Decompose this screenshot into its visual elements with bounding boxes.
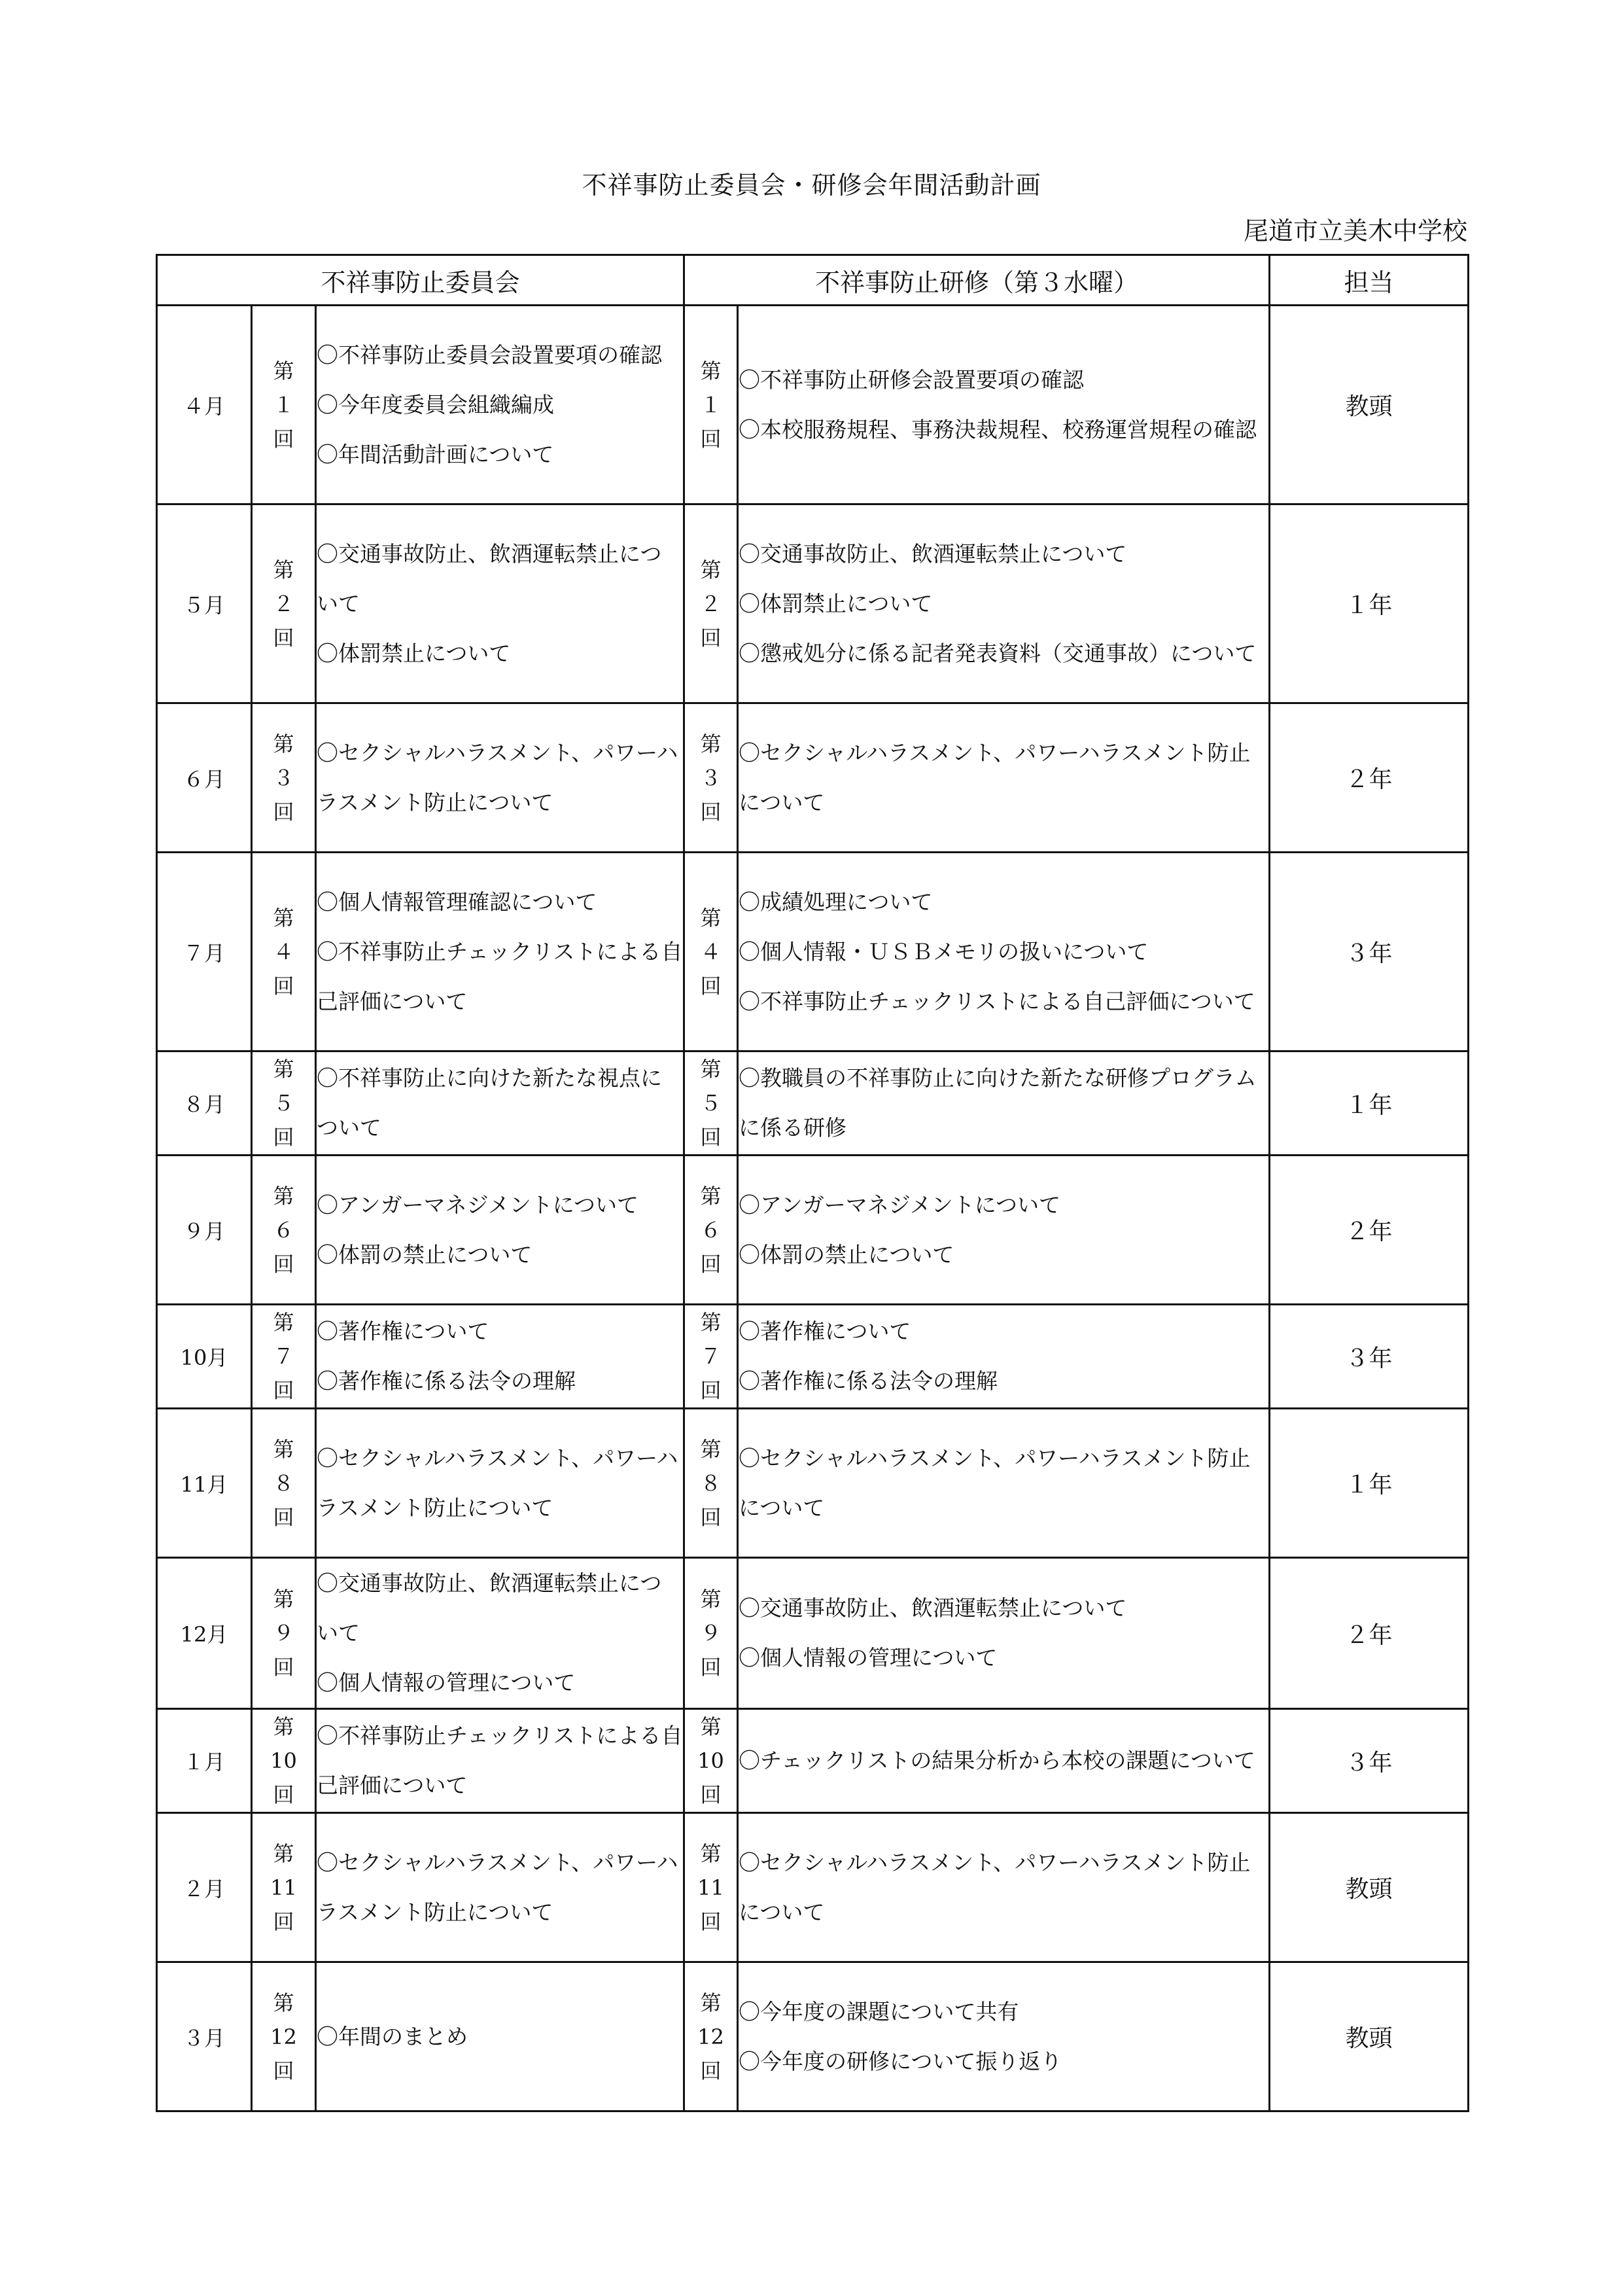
content-item: 〇年間活動計画について — [317, 441, 554, 467]
session-number-char: 回 — [700, 1251, 722, 1277]
session-number-char: 第 — [700, 1436, 722, 1462]
session-number-char: ８ — [273, 1470, 294, 1496]
session-number-cell — [252, 1962, 316, 2111]
month-cell: 10月 — [157, 1305, 252, 1409]
session-number-char: 回 — [273, 1504, 294, 1530]
session-number-cell — [684, 853, 738, 1051]
session-number-cell — [684, 1409, 738, 1558]
table-row — [157, 504, 1469, 703]
session-number-char: 回 — [273, 1909, 294, 1934]
session-number-char: 10 — [270, 1748, 297, 1773]
content-item: 〇体罰の禁止について — [739, 1241, 954, 1267]
session-number-char: ３ — [273, 765, 294, 790]
session-number-char: 回 — [700, 2058, 722, 2083]
content-item: 〇著作権について — [317, 1318, 489, 1344]
document-title: 不祥事防止委員会・研修会年間活動計画 — [582, 171, 1041, 200]
training-content-cell — [738, 1558, 1270, 1709]
session-number-char: 第 — [700, 905, 722, 930]
session-number-cell — [684, 1156, 738, 1305]
content-item: 〇不祥事防止チェックリストによる自己評価について — [317, 1723, 683, 1798]
content-item: 〇交通事故防止、飲酒運転禁止について — [317, 540, 662, 616]
session-number-char: 回 — [273, 973, 294, 998]
content-item: 〇不祥事防止研修会設置要項の確認 — [739, 366, 1085, 393]
session-number-cell — [252, 703, 316, 853]
session-number-char: 第 — [273, 1057, 294, 1082]
session-number-char: １ — [700, 392, 722, 417]
content-item: 〇セクシャルハラスメント、パワーハラスメント防止について — [317, 739, 678, 815]
header-tanto: 担当 — [1270, 255, 1469, 306]
training-content-cell — [738, 1813, 1270, 1962]
session-number-char: 回 — [700, 1909, 722, 1934]
session-number-char: 第 — [700, 557, 722, 582]
session-number-cell — [252, 306, 316, 504]
content-item: 〇チェックリストの結果分析から本校の課題について — [739, 1748, 1255, 1773]
content-item: 〇著作権に係る法令の理解 — [739, 1368, 998, 1394]
content-item: 〇体罰禁止について — [739, 590, 933, 616]
tanto-cell: 教頭 — [1270, 1962, 1469, 2111]
session-number-char: 第 — [273, 358, 294, 383]
content-item: 〇体罰禁止について — [317, 640, 511, 666]
training-content-cell — [738, 1409, 1270, 1558]
training-content-cell — [738, 306, 1270, 504]
session-number-char: 回 — [700, 1125, 722, 1150]
table-row — [157, 1709, 1469, 1813]
session-number-cell — [252, 1558, 316, 1709]
content-item: 〇セクシャルハラスメント、パワーハラスメント防止について — [317, 1849, 678, 1925]
table-row — [157, 1305, 1469, 1409]
session-number-char: 回 — [700, 1378, 722, 1403]
session-number-char: 第 — [273, 905, 294, 930]
month-cell: ２月 — [157, 1813, 252, 1962]
session-number-cell — [252, 1305, 316, 1409]
session-number-char: 回 — [700, 799, 722, 824]
session-number-char: 回 — [273, 1251, 294, 1277]
table-row — [157, 306, 1469, 504]
content-item: 〇著作権に係る法令の理解 — [317, 1368, 576, 1394]
committee-content-cell — [316, 1051, 684, 1156]
school-name: 尾道市立美木中学校 — [1243, 217, 1467, 245]
content-item: 〇今年度委員会組織編成 — [317, 391, 554, 417]
training-content-cell — [738, 1709, 1270, 1813]
tanto-cell: ３年 — [1270, 1305, 1469, 1409]
session-number-char: 第 — [273, 1714, 294, 1739]
month-cell: 11月 — [157, 1409, 252, 1558]
session-number-char: ８ — [700, 1470, 722, 1496]
session-number-char: 回 — [700, 426, 722, 451]
session-number-char: 回 — [273, 625, 294, 650]
content-item: 〇個人情報・ＵＳＢメモリの扱いについて — [739, 938, 1149, 964]
committee-content-cell — [316, 853, 684, 1051]
session-number-char: ２ — [273, 591, 294, 616]
content-item: 〇セクシャルハラスメント、パワーハラスメント防止について — [317, 1445, 678, 1521]
training-content-cell — [738, 703, 1270, 853]
content-item: 〇交通事故防止、飲酒運転禁止について — [739, 540, 1127, 567]
session-number-char: 12 — [697, 2024, 724, 2049]
content-item: 〇著作権について — [739, 1318, 911, 1344]
session-number-cell — [252, 1813, 316, 1962]
session-number-char: 第 — [700, 1841, 722, 1866]
committee-content-cell — [316, 1813, 684, 1962]
training-content-cell — [738, 1156, 1270, 1305]
table-row — [157, 703, 1469, 853]
session-number-char: １ — [273, 392, 294, 417]
session-number-char: 第 — [273, 1990, 294, 2015]
session-number-char: 第 — [700, 1714, 722, 1739]
content-item: 〇アンガーマネジメントについて — [739, 1192, 1061, 1218]
table-header-row — [157, 255, 1469, 306]
session-number-char: 第 — [273, 731, 294, 756]
session-number-char: 第 — [700, 1990, 722, 2015]
month-cell: ４月 — [157, 306, 252, 504]
table-row — [157, 1962, 1469, 2111]
header-committee: 不祥事防止委員会 — [157, 255, 684, 306]
training-content-cell — [738, 504, 1270, 703]
session-number-cell — [252, 1409, 316, 1558]
tanto-cell: ３年 — [1270, 853, 1469, 1051]
tanto-cell: １年 — [1270, 1409, 1469, 1558]
content-item: 〇アンガーマネジメントについて — [317, 1192, 639, 1218]
session-number-char: ２ — [700, 591, 722, 616]
tanto-cell: ２年 — [1270, 1156, 1469, 1305]
content-item: 〇セクシャルハラスメント、パワーハラスメント防止について — [739, 739, 1251, 815]
content-item: 〇個人情報の管理について — [317, 1670, 576, 1695]
content-item: 〇本校服務規程、事務決裁規程、校務運営規程の確認 — [739, 416, 1257, 442]
training-content-cell — [738, 1962, 1270, 2111]
session-number-cell — [252, 504, 316, 703]
session-number-cell — [252, 1051, 316, 1156]
session-number-char: 第 — [273, 557, 294, 582]
tanto-cell: １年 — [1270, 504, 1469, 703]
content-item: 〇個人情報管理確認について — [317, 889, 597, 915]
content-item: 〇交通事故防止、飲酒運転禁止について — [317, 1570, 662, 1646]
session-number-char: 第 — [273, 1436, 294, 1462]
session-number-char: 第 — [273, 1183, 294, 1209]
session-number-char: 10 — [697, 1748, 724, 1773]
session-number-cell — [252, 853, 316, 1051]
table-row — [157, 853, 1469, 1051]
session-number-char: 11 — [697, 1875, 724, 1900]
session-number-cell — [684, 504, 738, 703]
table-row — [157, 1558, 1469, 1709]
session-number-cell — [684, 1558, 738, 1709]
content-item: 〇年間のまとめ — [317, 2023, 468, 2049]
session-number-cell — [684, 1051, 738, 1156]
session-number-char: 回 — [273, 1125, 294, 1150]
session-number-char: 回 — [700, 1782, 722, 1807]
tanto-cell: ３年 — [1270, 1709, 1469, 1813]
session-number-char: 回 — [700, 625, 722, 650]
month-cell: ７月 — [157, 853, 252, 1051]
table-row — [157, 1813, 1469, 1962]
tanto-cell: ２年 — [1270, 703, 1469, 853]
content-item: 〇交通事故防止、飲酒運転禁止について — [739, 1595, 1127, 1621]
session-number-cell — [252, 1156, 316, 1305]
session-number-char: 第 — [700, 358, 722, 383]
session-number-cell — [684, 1962, 738, 2111]
session-number-char: ７ — [700, 1344, 722, 1369]
session-number-char: 第 — [700, 1057, 722, 1082]
session-number-cell — [252, 1709, 316, 1813]
session-number-char: 回 — [273, 2058, 294, 2083]
month-cell: ５月 — [157, 504, 252, 703]
session-number-cell — [684, 1813, 738, 1962]
session-number-char: ４ — [700, 939, 722, 964]
session-number-char: ３ — [700, 765, 722, 790]
content-item: 〇セクシャルハラスメント、パワーハラスメント防止について — [739, 1849, 1251, 1925]
month-cell: ８月 — [157, 1051, 252, 1156]
session-number-char: 回 — [273, 799, 294, 824]
content-item: 〇体罰の禁止について — [317, 1241, 532, 1267]
session-number-cell — [684, 306, 738, 504]
session-number-char: ６ — [273, 1217, 294, 1243]
month-cell: ３月 — [157, 1962, 252, 2111]
session-number-char: 第 — [273, 1841, 294, 1866]
session-number-cell — [684, 703, 738, 853]
session-number-char: 回 — [700, 1655, 722, 1680]
committee-content-cell — [316, 306, 684, 504]
table-row — [157, 1051, 1469, 1156]
session-number-char: 回 — [273, 426, 294, 451]
committee-content-cell — [316, 504, 684, 703]
session-number-char: 回 — [700, 1504, 722, 1530]
content-item: 〇セクシャルハラスメント、パワーハラスメント防止について — [739, 1445, 1251, 1521]
content-item: 〇不祥事防止チェックリストによる自己評価について — [317, 938, 683, 1014]
session-number-cell — [684, 1305, 738, 1409]
session-number-char: ７ — [273, 1344, 294, 1369]
committee-content-cell — [316, 1409, 684, 1558]
header-training: 不祥事防止研修（第３水曜） — [684, 255, 1270, 306]
session-number-char: 回 — [273, 1378, 294, 1403]
content-item: 〇今年度の研修について振り返り — [739, 2048, 1062, 2074]
session-number-char: ５ — [273, 1091, 294, 1116]
table-row — [157, 1409, 1469, 1558]
session-number-char: 第 — [700, 1310, 722, 1335]
content-item: 〇今年度の課題について共有 — [739, 1998, 1019, 2024]
committee-content-cell — [316, 1962, 684, 2111]
tanto-cell: 教頭 — [1270, 1813, 1469, 1962]
committee-content-cell — [316, 1305, 684, 1409]
session-number-char: ９ — [700, 1621, 722, 1646]
session-number-char: ５ — [700, 1091, 722, 1116]
session-number-char: 12 — [270, 2024, 297, 2049]
session-number-char: 第 — [273, 1587, 294, 1612]
session-number-char: 第 — [700, 1183, 722, 1209]
session-number-char: 第 — [273, 1310, 294, 1335]
content-item: 〇教職員の不祥事防止に向けた新たな研修プログラムに係る研修 — [739, 1065, 1257, 1140]
training-content-cell — [738, 1305, 1270, 1409]
session-number-char: ９ — [273, 1621, 294, 1646]
session-number-char: ４ — [273, 939, 294, 964]
activity-plan-table — [156, 254, 1469, 2112]
session-number-char: 回 — [273, 1782, 294, 1807]
content-item: 〇個人情報の管理について — [739, 1645, 998, 1670]
month-cell: １月 — [157, 1709, 252, 1813]
tanto-cell: １年 — [1270, 1051, 1469, 1156]
month-cell: 12月 — [157, 1558, 252, 1709]
committee-content-cell — [316, 703, 684, 853]
session-number-char: 回 — [273, 1655, 294, 1680]
training-content-cell — [738, 853, 1270, 1051]
committee-content-cell — [316, 1156, 684, 1305]
table-row — [157, 1156, 1469, 1305]
table-body — [157, 306, 1469, 2111]
session-number-char: 第 — [700, 731, 722, 756]
session-number-char: 回 — [700, 973, 722, 998]
training-content-cell — [738, 1051, 1270, 1156]
tanto-cell: ２年 — [1270, 1558, 1469, 1709]
committee-content-cell — [316, 1709, 684, 1813]
session-number-char: 第 — [700, 1587, 722, 1612]
month-cell: ６月 — [157, 703, 252, 853]
content-item: 〇不祥事防止委員会設置要項の確認 — [317, 342, 662, 368]
content-item: 〇不祥事防止に向けた新たな視点について — [317, 1065, 662, 1140]
content-item: 〇成績処理について — [739, 889, 933, 915]
content-item: 〇懲戒処分に係る記者発表資料（交通事故）について — [739, 640, 1257, 666]
content-item: 〇不祥事防止チェックリストによる自己評価について — [739, 988, 1255, 1014]
month-cell: ９月 — [157, 1156, 252, 1305]
tanto-cell: 教頭 — [1270, 306, 1469, 504]
session-number-cell — [684, 1709, 738, 1813]
session-number-char: 11 — [270, 1875, 297, 1900]
committee-content-cell — [316, 1558, 684, 1709]
session-number-char: ６ — [700, 1217, 722, 1243]
